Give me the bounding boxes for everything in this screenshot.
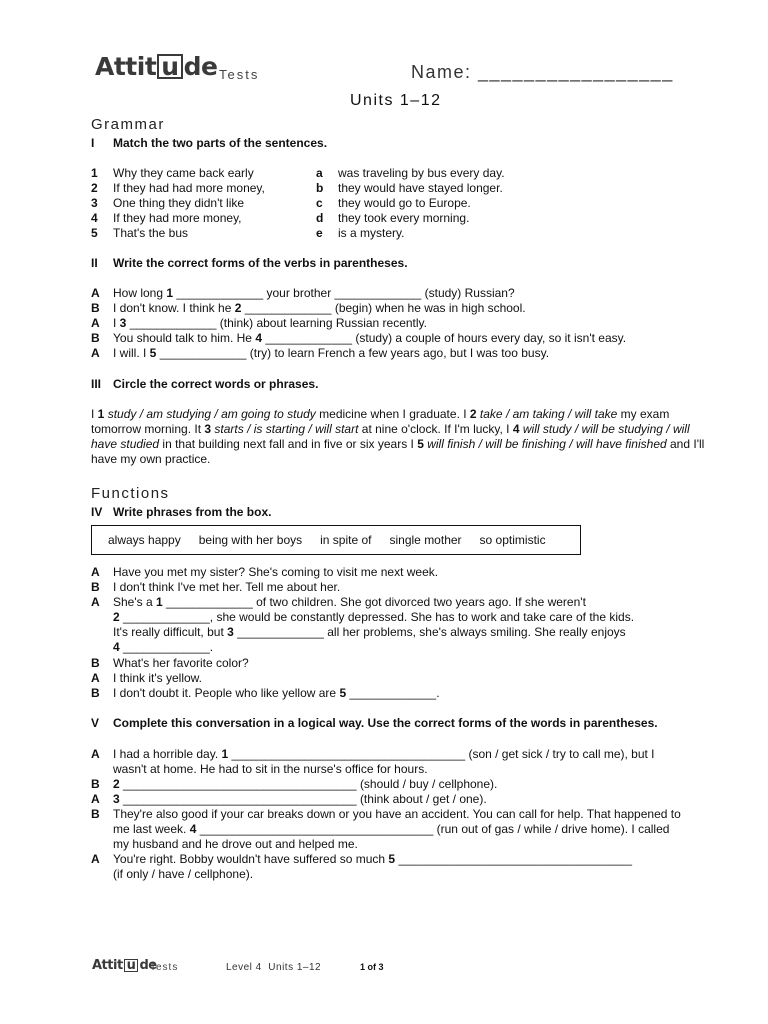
tests-label: Tests bbox=[219, 67, 260, 82]
item-text: they took every morning. bbox=[338, 211, 470, 225]
paragraph-text: at nine o'clock. If I'm lucky, I bbox=[358, 422, 513, 436]
phrase-box bbox=[91, 525, 581, 555]
line-text: _____________ (think) about learning Russian recently. bbox=[126, 316, 428, 330]
section-heading-functions: Functions bbox=[91, 485, 170, 502]
line-text: You're right. Bobby wouldn't have suffered so much bbox=[113, 852, 389, 866]
speaker-label: A bbox=[91, 747, 100, 761]
item-number: 1 bbox=[91, 166, 98, 180]
item-letter: d bbox=[316, 211, 324, 225]
line-text: ___________________________________ (son / get sick / try to call me), but I bbox=[228, 747, 655, 761]
exercise-instruction: Complete this conversation in a logical way. Use the correct forms of the words in parentheses. bbox=[113, 716, 658, 730]
line-text: _____________ all her problems, she's always smiling. She really enjoys bbox=[233, 625, 626, 639]
line-text: I don't doubt it. People who like yellow are bbox=[113, 686, 340, 700]
gap-number: 5 bbox=[149, 346, 157, 360]
name-field: Name: _________________ bbox=[411, 62, 674, 82]
line-text: I think it's yellow. bbox=[113, 671, 202, 685]
logo-box-letter: u bbox=[124, 959, 139, 972]
phrase-option: so optimistic bbox=[479, 533, 546, 547]
item-number: 2 bbox=[91, 181, 98, 195]
line-text: I had a horrible day. bbox=[113, 747, 222, 761]
exercise-number: II bbox=[91, 256, 98, 270]
speaker-label: A bbox=[91, 346, 100, 360]
paragraph-text: and I'll have my own practice. bbox=[91, 437, 705, 466]
footer-tests-label: Tests bbox=[150, 962, 179, 973]
gap-number: 2 bbox=[234, 301, 242, 315]
speaker-label: A bbox=[91, 852, 100, 866]
header bbox=[95, 52, 675, 92]
line-text: _____________ (try) to learn French a few years ago, but I was too busy. bbox=[156, 346, 550, 360]
line-text: ___________________________________ (think about / get / one). bbox=[119, 792, 487, 806]
exercise-number: V bbox=[91, 716, 100, 730]
line-text: Have you met my sister? She's coming to visit me next week. bbox=[113, 565, 439, 579]
speaker-label: A bbox=[91, 316, 100, 330]
gap-number: 1 bbox=[155, 595, 163, 609]
speaker-label: B bbox=[91, 686, 100, 700]
line-text: ___________________________________ (should / buy / cellphone). bbox=[119, 777, 498, 791]
item-text: That's the bus bbox=[113, 226, 188, 240]
line-text: She's a bbox=[113, 595, 156, 609]
logo-text-pre: Attit bbox=[95, 52, 157, 81]
gap-number: 5 bbox=[417, 437, 424, 451]
line-text: ___________________________________ bbox=[395, 852, 633, 866]
logo-text-pre: Attit bbox=[92, 958, 123, 973]
line-text: me last week. bbox=[113, 822, 190, 836]
item-text: If they had more money, bbox=[113, 211, 242, 225]
item-letter: b bbox=[316, 181, 324, 195]
speaker-label: B bbox=[91, 580, 100, 594]
phrase-option: always happy bbox=[108, 533, 181, 547]
word-options[interactable]: take / am taking / will take bbox=[476, 407, 618, 421]
item-text: was traveling by bus every day. bbox=[338, 166, 505, 180]
exercise-number: I bbox=[91, 136, 95, 150]
gap-number: 4 bbox=[189, 822, 197, 836]
item-text: One thing they didn't like bbox=[113, 196, 245, 210]
item-text: If they had had more money, bbox=[113, 181, 265, 195]
speaker-label: A bbox=[91, 792, 100, 806]
line-text: _____________. bbox=[119, 640, 214, 654]
item-letter: e bbox=[316, 226, 323, 240]
speaker-label: B bbox=[91, 331, 100, 345]
speaker-label: A bbox=[91, 671, 100, 685]
line-text: ___________________________________ (run out of gas / while / drive home). I called bbox=[196, 822, 670, 836]
paragraph-text: in that building next fall and in five or six years I bbox=[159, 437, 418, 451]
gap-number: 1 bbox=[221, 747, 229, 761]
circle-paragraph bbox=[91, 407, 706, 467]
page-title: Units 1–12 bbox=[350, 92, 442, 109]
line-text: _____________ (begin) when he was in high school. bbox=[241, 301, 526, 315]
speaker-label: A bbox=[91, 565, 100, 579]
speaker-label: A bbox=[91, 595, 100, 609]
line-text: my husband and he drove out and helped me. bbox=[113, 837, 358, 851]
item-number: 4 bbox=[91, 211, 98, 225]
paragraph-text: I bbox=[91, 407, 98, 421]
paragraph-text: medicine when I graduate. I bbox=[315, 407, 470, 421]
exercise-instruction: Circle the correct words or phrases. bbox=[113, 377, 319, 391]
line-text: I bbox=[113, 316, 120, 330]
speaker-label: B bbox=[91, 301, 100, 315]
item-letter: c bbox=[316, 196, 323, 210]
gap-number: 4 bbox=[512, 422, 520, 436]
gap-number: 2 bbox=[113, 610, 120, 624]
item-text: they would have stayed longer. bbox=[338, 181, 503, 195]
gap-number: 3 bbox=[227, 625, 234, 639]
gap-number: 2 bbox=[469, 407, 477, 421]
speaker-label: B bbox=[91, 777, 100, 791]
gap-number: 5 bbox=[388, 852, 396, 866]
line-text: _____________, she would be constantly depressed. She has to work and take care of the kids. bbox=[119, 610, 635, 624]
line-text: wasn't at home. He had to sit in the nurse's office for hours. bbox=[113, 762, 428, 776]
gap-number: 5 bbox=[339, 686, 347, 700]
line-text: (if only / have / cellphone). bbox=[113, 867, 254, 881]
paragraph-text: my exam tomorrow morning. It bbox=[91, 407, 670, 436]
item-number: 5 bbox=[91, 226, 98, 240]
gap-number: 3 bbox=[113, 792, 120, 806]
logo-box-letter: u bbox=[157, 54, 182, 79]
item-number: 3 bbox=[91, 196, 98, 210]
line-text: They're also good if your car breaks down or you have an accident. You can call for help. That happened to bbox=[113, 807, 681, 821]
gap-number: 1 bbox=[166, 286, 174, 300]
page-number: 1 of 3 bbox=[360, 962, 384, 972]
gap-number: 4 bbox=[113, 640, 120, 654]
logo-text-post: de bbox=[183, 52, 218, 81]
attitude-logo-small bbox=[92, 958, 157, 973]
line-text: _____________. bbox=[346, 686, 440, 700]
footer-level: Level 4 Units 1–12 bbox=[226, 962, 322, 973]
section-heading-grammar: Grammar bbox=[91, 116, 165, 133]
exercise-instruction: Match the two parts of the sentences. bbox=[113, 136, 328, 150]
phrase-option: single mother bbox=[389, 533, 462, 547]
line-text: How long bbox=[113, 286, 167, 300]
speaker-label: B bbox=[91, 807, 100, 821]
exercise-number: IV bbox=[91, 505, 103, 519]
word-options[interactable]: starts / is starting / will start bbox=[211, 422, 359, 436]
line-text: I don't know. I think he bbox=[113, 301, 235, 315]
line-text: You should talk to him. He bbox=[113, 331, 256, 345]
speaker-label: B bbox=[91, 656, 100, 670]
line-text: _____________ of two children. She got divorced two years ago. If she weren't bbox=[162, 595, 586, 609]
gap-number: 4 bbox=[255, 331, 262, 345]
exercise-instruction: Write phrases from the box. bbox=[113, 505, 272, 519]
word-options[interactable]: will finish / will be finishing / will have finished bbox=[423, 437, 667, 451]
phrase-option: being with her boys bbox=[198, 533, 303, 547]
line-text: I will. I bbox=[113, 346, 150, 360]
gap-number: 1 bbox=[97, 407, 105, 421]
item-text: they would go to Europe. bbox=[338, 196, 471, 210]
line-text: It's really difficult, but bbox=[113, 625, 228, 639]
phrase-option: in spite of bbox=[320, 533, 372, 547]
exercise-instruction: Write the correct forms of the verbs in parentheses. bbox=[113, 256, 408, 270]
line-text: _____________ your brother _____________ (study) Russian? bbox=[173, 286, 515, 300]
item-text: Why they came back early bbox=[113, 166, 254, 180]
line-text: What's her favorite color? bbox=[113, 656, 249, 670]
attitude-logo bbox=[95, 52, 217, 81]
gap-number: 3 bbox=[119, 316, 127, 330]
word-options[interactable]: study / am studying / am going to study bbox=[104, 407, 316, 421]
item-letter: a bbox=[316, 166, 323, 180]
logo-text-post: de bbox=[139, 958, 157, 973]
line-text: _____________ (study) a couple of hours every day, so it isn't easy. bbox=[262, 331, 627, 345]
exercise-number: III bbox=[91, 377, 102, 391]
gap-number: 2 bbox=[113, 777, 120, 791]
footer bbox=[92, 958, 412, 978]
speaker-label: A bbox=[91, 286, 100, 300]
gap-number: 3 bbox=[204, 422, 212, 436]
word-options[interactable]: will study / will be studying / will have studied bbox=[91, 422, 690, 451]
line-text: I don't think I've met her. Tell me about her. bbox=[113, 580, 341, 594]
item-text: is a mystery. bbox=[338, 226, 405, 240]
